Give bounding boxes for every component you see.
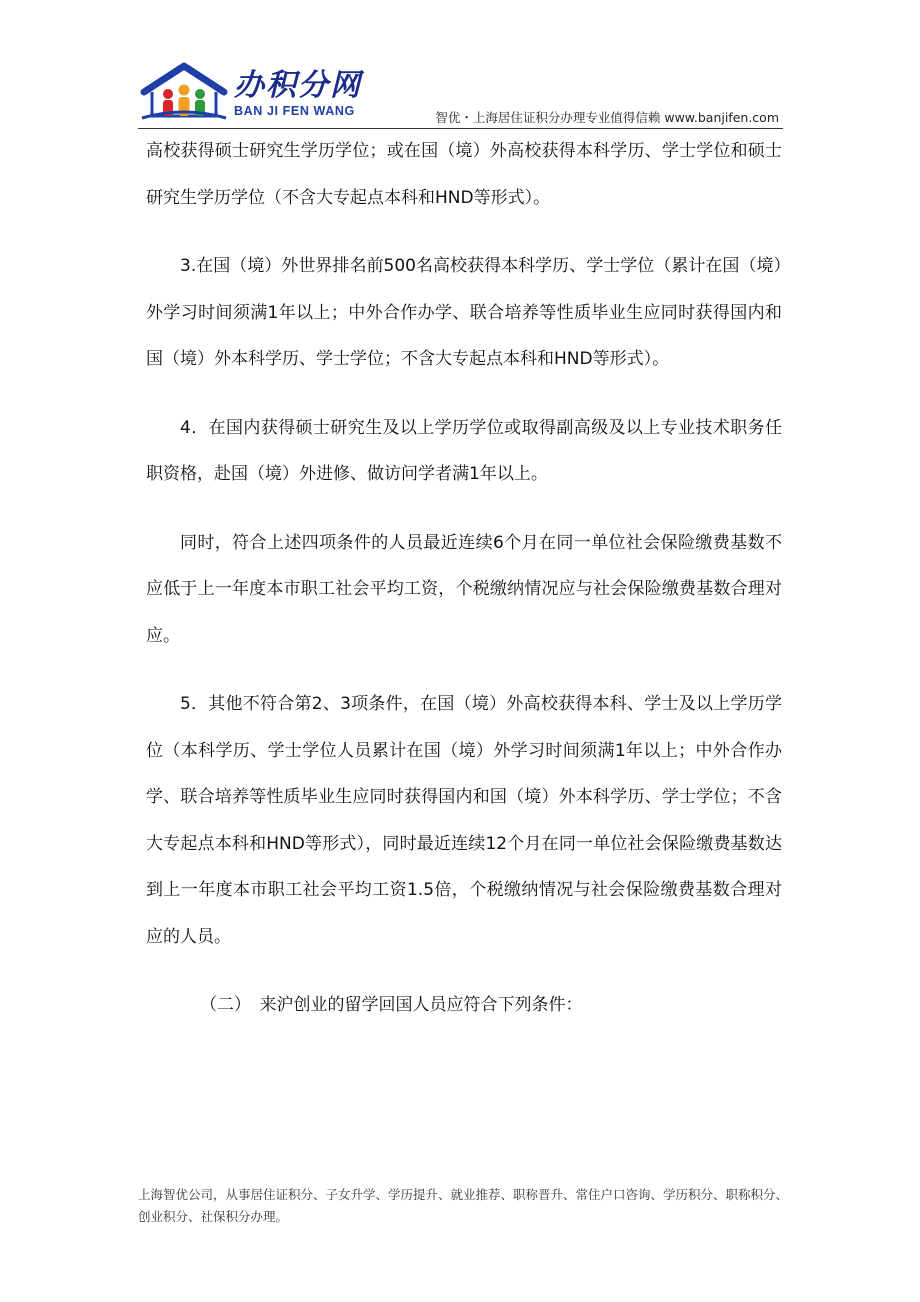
logo-text-en: BAN JI FEN WANG bbox=[234, 104, 355, 118]
page-header bbox=[138, 58, 783, 129]
paragraph-3: 4．在国内获得硕士研究生及以上学历学位或取得副高级及以上专业技术职务任职资格，赴国（境）外进修、做访问学者满1年以上。 bbox=[146, 417, 782, 484]
header-tagline: 智优・上海居住证积分办理专业值得信赖 www.banjifen.com bbox=[435, 110, 779, 125]
logo-house-icon bbox=[138, 58, 230, 124]
logo-text-cn: 办积分网 bbox=[234, 68, 362, 103]
paragraph-5: 5．其他不符合第2、3项条件，在国（境）外高校获得本科、学士及以上学历学位（本科学历、学士学位人员累计在国（境）外学习时间须满1年以上；中外合作办学、联合培养等性质毕业生应同时获得国内和国（境）外本科学历、学士学位；不含大专起点本科和HND等形式），同时最近连续12个月在同一单位社会保险缴费基数达到上一年度本市职工社会平均工资1.5倍，个税缴纳情况与社会保险缴费基数合理对应的人员。 bbox=[146, 694, 782, 947]
document-body bbox=[146, 128, 782, 1029]
page-footer: 上海智优公司，从事居住证积分、子女升学、学历提升、就业推荐、职称晋升、常住户口咨询、学历积分、职称积分、创业积分、社保积分办理。 bbox=[138, 1187, 789, 1224]
section-heading: （二） 来沪创业的留学回国人员应符合下列条件： bbox=[200, 995, 583, 1015]
paragraph-2: 3.在国（境）外世界排名前500名高校获得本科学历、学士学位（累计在国（境）外学习时间须满1年以上；中外合作办学、联合培养等性质毕业生应同时获得国内和国（境）外本科学历、学士学位；不含大专起点本科和HND等形式）。 bbox=[146, 256, 782, 369]
paragraph-1: 高校获得硕士研究生学历学位；或在国（境）外高校获得本科学历、学士学位和硕士研究生学历学位（不含大专起点本科和HND等形式）。 bbox=[146, 141, 782, 208]
paragraph-4: 同时，符合上述四项条件的人员最近连续6个月在同一单位社会保险缴费基数不应低于上一年度本市职工社会平均工资，个税缴纳情况应与社会保险缴费基数合理对应。 bbox=[146, 532, 782, 646]
logo bbox=[138, 58, 368, 124]
